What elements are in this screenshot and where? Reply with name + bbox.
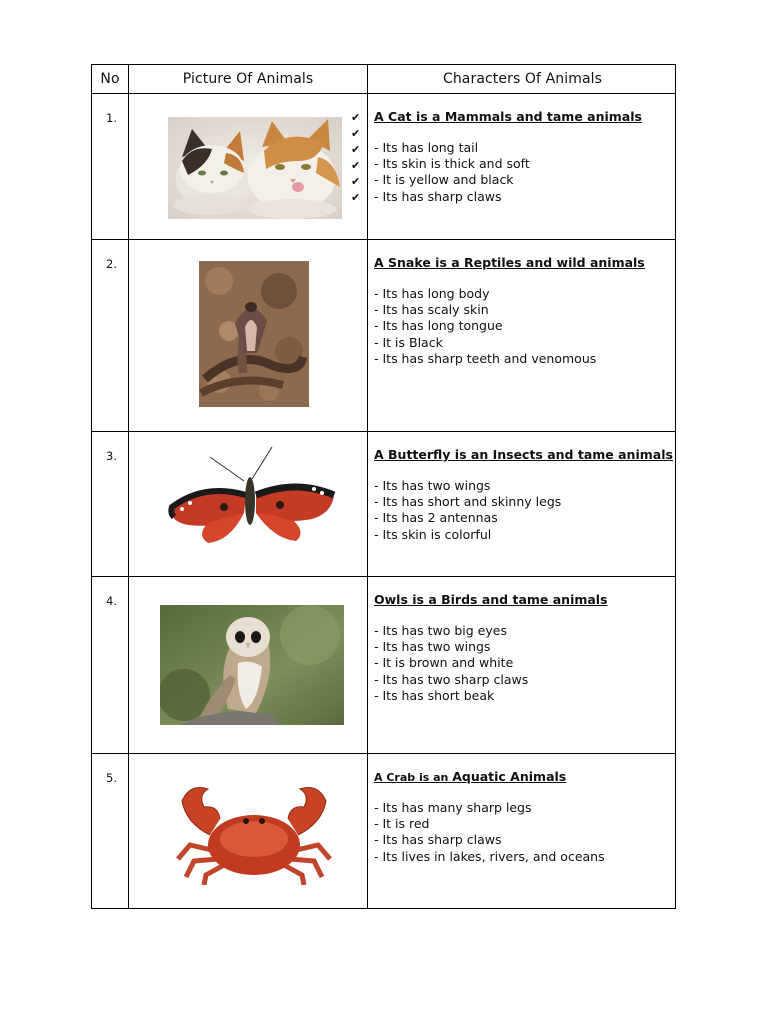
trait-line: - Its has many sharp legs — [374, 800, 532, 815]
trait-line: - Its has short and skinny legs — [374, 494, 562, 510]
row-divider — [92, 239, 675, 240]
column-divider — [367, 65, 368, 908]
row-divider — [92, 576, 675, 577]
characters-cell — [374, 109, 642, 205]
trait-line: - Its has two big eyes — [374, 623, 507, 638]
checkmark-icon: ✔ — [351, 127, 361, 140]
trait-line: - Its has two wings — [374, 478, 491, 493]
trait-line: - Its has two sharp claws — [374, 671, 529, 687]
characters-cell — [374, 255, 645, 367]
row-divider — [92, 753, 675, 754]
trait-line: - Its has long body — [374, 286, 490, 301]
animals-table — [91, 64, 676, 909]
trait-line: - Its lives in lakes, rivers, and oceans — [374, 848, 605, 864]
row-title: A Butterfly is an Insects and tame animals — [374, 447, 673, 462]
row-number: 5. — [106, 771, 117, 785]
trait-line: - Its has long tongue — [374, 318, 503, 334]
checkmark-icon: ✔ — [351, 111, 361, 124]
trait-line: - Its has two wings — [374, 639, 491, 655]
crab-photo — [176, 779, 332, 885]
owl-photo — [160, 605, 344, 725]
trait-line: - It is yellow and black — [374, 172, 514, 188]
characters-cell — [374, 447, 673, 543]
trait-line: - Its has short beak — [374, 687, 495, 703]
checkmark-icon: ✔ — [351, 191, 361, 204]
header-characters: Characters Of Animals — [442, 71, 603, 87]
trait-line: - It is brown and white — [374, 655, 514, 671]
checkmark-icon: ✔ — [351, 159, 361, 172]
trait-line: - It is Black — [374, 334, 443, 350]
trait-line: - Its has sharp claws — [374, 188, 502, 204]
row-number: 1. — [106, 111, 117, 125]
trait-line: - It is red — [374, 816, 430, 832]
row-divider — [92, 93, 675, 94]
title-rest: Aquatic Animals — [452, 769, 567, 784]
row-number: 2. — [106, 257, 117, 271]
cobra-photo — [199, 261, 309, 407]
header-picture: Picture Of Animals — [182, 71, 314, 87]
row-number: 3. — [106, 449, 117, 463]
trait-line: - Its skin is thick and soft — [374, 156, 530, 172]
column-divider — [128, 65, 129, 908]
trait-line: - Its has sharp teeth and venomous — [374, 350, 597, 366]
checkmark-icon: ✔ — [351, 143, 361, 156]
characters-cell — [374, 769, 605, 865]
trait-line: - Its has long tail — [374, 140, 479, 155]
header-no: No — [100, 71, 120, 87]
butterfly-photo — [164, 443, 336, 547]
row-title: A Snake is a Reptiles and wild animals — [374, 255, 645, 270]
title-lead: A Crab is an — [374, 771, 453, 784]
characters-cell — [374, 592, 608, 704]
cats-photo — [168, 117, 342, 219]
trait-line: - Its has scaly skin — [374, 302, 489, 318]
row-divider — [92, 431, 675, 432]
row-title: Owls is a Birds and tame animals — [374, 592, 608, 607]
checkmark-icon: ✔ — [351, 175, 361, 188]
trait-line: - Its skin is colorful — [374, 526, 492, 542]
row-number: 4. — [106, 594, 117, 608]
trait-line: - Its has 2 antennas — [374, 510, 498, 526]
trait-line: - Its has sharp claws — [374, 832, 502, 848]
row-title — [374, 769, 605, 784]
checkmark-column — [351, 110, 360, 206]
row-title: A Cat is a Mammals and tame animals — [374, 109, 642, 124]
